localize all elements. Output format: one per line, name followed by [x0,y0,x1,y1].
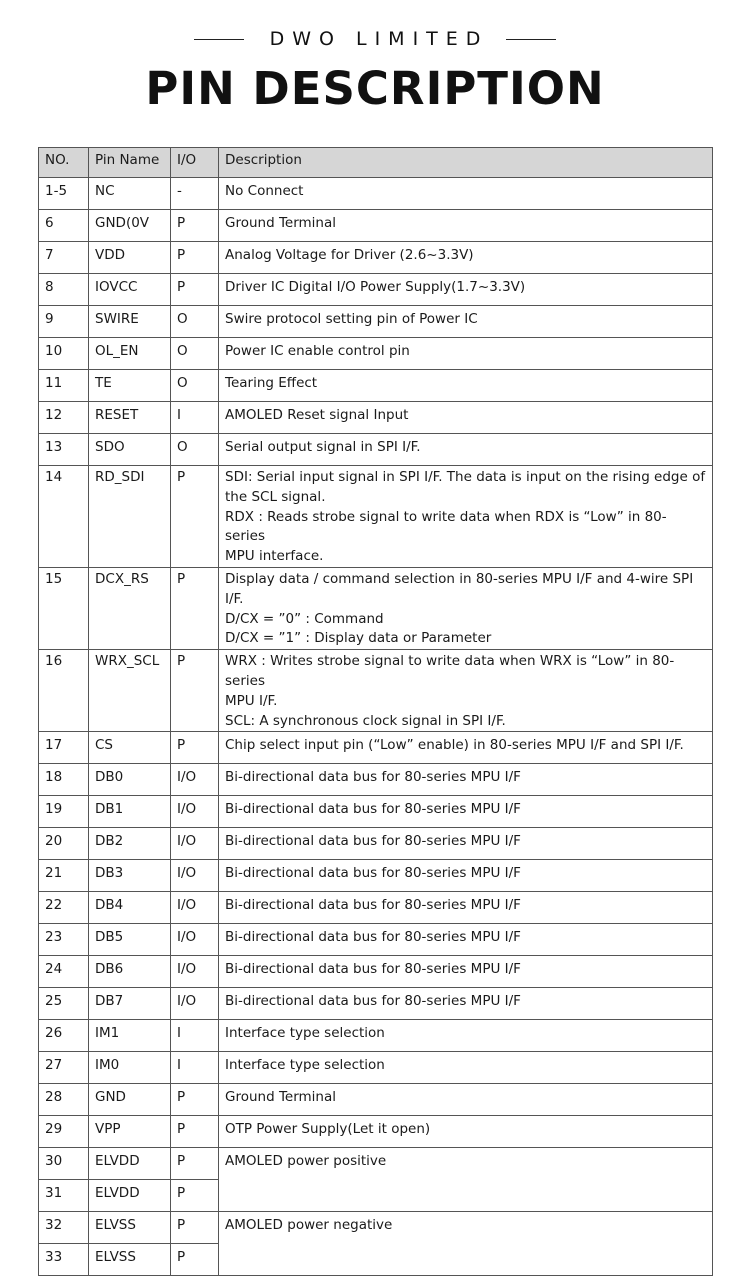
pin-io: P [171,274,219,306]
table-row [39,1116,713,1148]
description-line: Interface type selection [225,1057,385,1074]
description-line: Serial output signal in SPI I/F. [225,439,421,455]
pin-io: P [171,1116,219,1148]
pin-name: ELVSS [89,1244,171,1276]
table-row [39,1020,713,1052]
pin-name: DB4 [89,892,171,924]
header-io: I/O [171,148,219,178]
pin-name: VPP [89,1116,171,1148]
table-row [39,956,713,988]
pin-number: 31 [39,1180,89,1212]
pin-description [219,650,713,732]
table-row [39,242,713,274]
table-row [39,1212,713,1244]
table-row [39,650,713,732]
pin-io: I [171,402,219,434]
pin-name: DB0 [89,764,171,796]
pin-name: DB5 [89,924,171,956]
description-line: D/CX = ”1” : Display data or Parameter [225,630,492,647]
description-line: Swire protocol setting pin of Power IC [225,311,478,327]
pin-name: DB1 [89,796,171,828]
pin-name: GND(0V [89,210,171,242]
table-row [39,306,713,338]
pin-io: P [171,732,219,764]
description-line: Bi-directional data bus for 80-series MPU I/F [225,865,521,882]
brand-divider-left [194,39,244,40]
description-line: Bi-directional data bus for 80-series MPU I/F [225,929,521,946]
pin-name: DB6 [89,956,171,988]
description-line: Analog Voltage for Driver (2.6~3.3V) [225,247,474,263]
table-row [39,860,713,892]
header-row [39,148,713,178]
table-row [39,892,713,924]
page-title: PIN DESCRIPTION [145,62,605,115]
table-row [39,466,713,568]
description-line: AMOLED Reset signal Input [225,407,409,423]
description-line: MPU I/F. [225,692,278,709]
pin-description [219,402,713,434]
table-row [39,402,713,434]
pin-number: 21 [39,860,89,892]
pin-number: 28 [39,1084,89,1116]
table-row [39,178,713,210]
table-row [39,434,713,466]
pin-description [219,434,713,466]
table-row [39,764,713,796]
description-line: Ground Terminal [225,215,336,231]
description-line: I/F. [225,590,244,607]
pin-io: P [171,466,219,568]
pin-io: P [171,210,219,242]
brand-divider-right [506,39,556,40]
description-line: Ground Terminal [225,1089,336,1106]
pin-description [219,860,713,892]
pin-name: DCX_RS [89,567,171,649]
pin-name: GND [89,1084,171,1116]
pin-io: P [171,1212,219,1244]
pin-description [219,567,713,649]
pin-number: 14 [39,466,89,568]
header-description: Description [219,148,713,178]
brand-name: DWO LIMITED [269,28,489,50]
pin-io: P [171,242,219,274]
pin-description [219,1212,713,1276]
pin-number: 29 [39,1116,89,1148]
pin-name: SDO [89,434,171,466]
description-line: AMOLED power positive [225,1153,387,1170]
pin-io: I/O [171,988,219,1020]
brand-header [0,22,750,56]
pin-name: ELVSS [89,1212,171,1244]
pin-number: 18 [39,764,89,796]
pin-description [219,274,713,306]
pin-name: ELVDD [89,1148,171,1180]
description-line: the SCL signal. [225,488,326,505]
table-row [39,210,713,242]
pin-name: IM1 [89,1020,171,1052]
pin-io: I/O [171,828,219,860]
pin-io: I/O [171,924,219,956]
pin-io: I [171,1020,219,1052]
pin-number: 16 [39,650,89,732]
pin-number: 33 [39,1244,89,1276]
pin-name: CS [89,732,171,764]
description-line: Bi-directional data bus for 80-series MPU I/F [225,833,521,850]
pin-io: P [171,1084,219,1116]
pin-description [219,1148,713,1212]
pin-io: O [171,338,219,370]
pin-number: 23 [39,924,89,956]
pin-io: I/O [171,892,219,924]
description-line: Bi-directional data bus for 80-series MPU I/F [225,801,521,818]
pin-io: P [171,1244,219,1276]
pin-table-header [39,148,713,178]
pin-description [219,796,713,828]
pin-name: SWIRE [89,306,171,338]
table-row [39,732,713,764]
pin-io: O [171,306,219,338]
pin-description [219,210,713,242]
pin-description [219,1052,713,1084]
header-no: NO. [39,148,89,178]
pin-number: 19 [39,796,89,828]
pin-name: ELVDD [89,1180,171,1212]
table-row [39,1148,713,1180]
pin-io: I/O [171,764,219,796]
pin-description [219,466,713,568]
pin-name: WRX_SCL [89,650,171,732]
pin-number: 12 [39,402,89,434]
pin-description [219,1116,713,1148]
pin-description [219,242,713,274]
description-line: Driver IC Digital I/O Power Supply(1.7~3.3V) [225,279,526,295]
pin-number: 9 [39,306,89,338]
table-row [39,988,713,1020]
description-line: Bi-directional data bus for 80-series MPU I/F [225,897,521,914]
pin-description [219,988,713,1020]
description-line: Bi-directional data bus for 80-series MPU I/F [225,769,521,786]
pin-description [219,956,713,988]
description-line: Power IC enable control pin [225,343,410,359]
pin-number: 24 [39,956,89,988]
pin-io: P [171,1148,219,1180]
description-line: Bi-directional data bus for 80-series MPU I/F [225,993,521,1010]
description-line: AMOLED power negative [225,1217,393,1234]
table-row [39,274,713,306]
pin-io: P [171,567,219,649]
table-row [39,370,713,402]
table-row [39,924,713,956]
pin-number: 13 [39,434,89,466]
pin-description [219,178,713,210]
pin-description [219,828,713,860]
pin-io: - [171,178,219,210]
pin-name: RESET [89,402,171,434]
pin-number: 32 [39,1212,89,1244]
table-row [39,338,713,370]
header-pin-name: Pin Name [89,148,171,178]
description-line: MPU interface. [225,548,324,565]
pin-table-body [39,178,713,1276]
pin-number: 20 [39,828,89,860]
table-row [39,828,713,860]
pin-io: P [171,1180,219,1212]
pin-number: 25 [39,988,89,1020]
pin-number: 1-5 [39,178,89,210]
pin-number: 17 [39,732,89,764]
pin-table [38,147,713,1276]
pin-io: O [171,434,219,466]
pin-number: 10 [39,338,89,370]
description-line: SDI: Serial input signal in SPI I/F. The data is input on the rising edge of [225,469,706,485]
table-row [39,567,713,649]
pin-description [219,1084,713,1116]
pin-number: 7 [39,242,89,274]
pin-io: I/O [171,956,219,988]
pin-number: 26 [39,1020,89,1052]
pin-name: DB3 [89,860,171,892]
description-line: Tearing Effect [225,375,318,391]
pin-name: NC [89,178,171,210]
pin-number: 11 [39,370,89,402]
pin-name: RD_SDI [89,466,171,568]
pin-description [219,892,713,924]
pin-description [219,306,713,338]
description-line: Interface type selection [225,1025,385,1042]
pin-io: I/O [171,860,219,892]
pin-io: O [171,370,219,402]
pin-io: P [171,650,219,732]
pin-io: I [171,1052,219,1084]
description-line: RDX : Reads strobe signal to write data when RDX is “Low” in 80-series [225,508,667,545]
description-line: Chip select input pin (“Low” enable) in 80-series MPU I/F and SPI I/F. [225,737,684,754]
pin-number: 6 [39,210,89,242]
pin-name: DB2 [89,828,171,860]
pin-name: IOVCC [89,274,171,306]
description-line: Display data / command selection in 80-series MPU I/F and 4-wire SPI [225,570,694,587]
pin-name: TE [89,370,171,402]
pin-description [219,1020,713,1052]
table-row [39,796,713,828]
pin-description [219,732,713,764]
description-line: D/CX = ”0” : Command [225,610,384,627]
description-line: SCL: A synchronous clock signal in SPI I/F. [225,712,506,729]
description-line: OTP Power Supply(Let it open) [225,1121,431,1138]
pin-name: IM0 [89,1052,171,1084]
description-line: Bi-directional data bus for 80-series MPU I/F [225,961,521,978]
pin-number: 30 [39,1148,89,1180]
pin-description [219,338,713,370]
table-row [39,1084,713,1116]
table-row [39,1052,713,1084]
pin-number: 27 [39,1052,89,1084]
pin-description [219,924,713,956]
pin-description [219,764,713,796]
pin-name: OL_EN [89,338,171,370]
description-line: No Connect [225,183,304,199]
description-line: WRX : Writes strobe signal to write data when WRX is “Low” in 80-series [225,653,675,689]
pin-io: I/O [171,796,219,828]
pin-number: 22 [39,892,89,924]
pin-number: 15 [39,567,89,649]
pin-number: 8 [39,274,89,306]
pin-name: VDD [89,242,171,274]
pin-name: DB7 [89,988,171,1020]
pin-description [219,370,713,402]
